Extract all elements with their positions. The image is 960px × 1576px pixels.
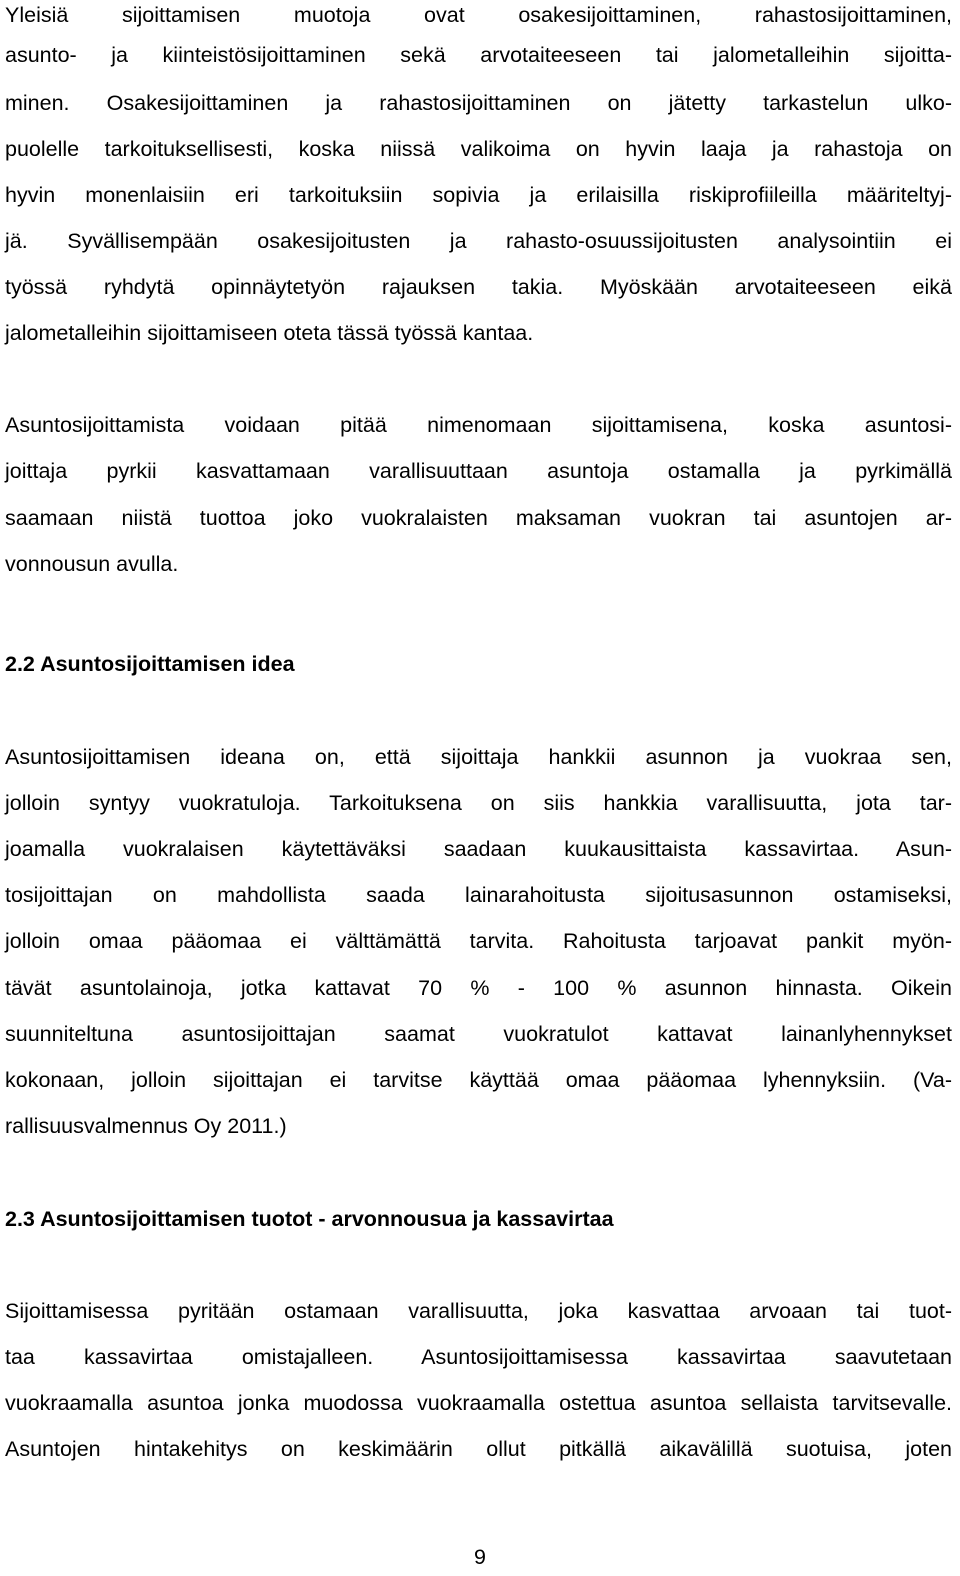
text-line: taa kassavirtaa omistajalleen. Asuntosijoittamisessa kassavirtaa saavutetaan [5, 1345, 952, 1369]
text-line: tosijoittajan on mahdollista saada lainarahoitusta sijoitusasunnon ostamiseksi, [5, 883, 952, 907]
text-line: vuokraamalla asuntoa jonka muodossa vuokraamalla ostettua asuntoa sellaista tarvitsevalle. [5, 1391, 952, 1415]
text-line: Asuntosijoittamista voidaan pitää nimenomaan sijoittamisena, koska asuntosi- [5, 413, 952, 437]
text-line: jalometalleihin sijoittamiseen oteta tässä työssä kantaa. [5, 321, 534, 345]
text-line: puolelle tarkoituksellisesti, koska niissä valikoima on hyvin laaja ja rahastoja on [5, 137, 952, 161]
text-line: suunniteltuna asuntosijoittajan saamat vuokratulot kattavat lainanlyhennykset [5, 1022, 952, 1046]
text-line: Asuntosijoittamisen ideana on, että sijoittaja hankkii asunnon ja vuokraa sen, [5, 745, 952, 769]
text-line: Asuntojen hintakehitys on keskimäärin ollut pitkällä aikavälillä suotuisa, joten [5, 1437, 952, 1461]
text-line: työssä ryhdytä opinnäytetyön rajauksen takia. Myöskään arvotaiteeseen eikä [5, 275, 952, 299]
section-number: 2.2 [5, 652, 35, 676]
text-line: minen. Osakesijoittaminen ja rahastosijoittaminen on jätetty tarkastelun ulko- [5, 91, 952, 115]
text-line: rallisuusvalmennus Oy 2011.) [5, 1114, 287, 1138]
text-line: saamaan niistä tuottoa joko vuokralaisten maksaman vuokran tai asuntojen ar- [5, 506, 952, 530]
text-line: jolloin omaa pääomaa ei välttämättä tarvita. Rahoitusta tarjoavat pankit myön- [5, 929, 952, 953]
text-line: Sijoittamisessa pyritään ostamaan varallisuutta, joka kasvattaa arvoaan tai tuot- [5, 1299, 952, 1323]
text-line: tävät asuntolainoja, jotka kattavat 70 % - 100 % asunnon hinnasta. Oikein [5, 976, 952, 1000]
text-line: joittaja pyrkii kasvattamaan varallisuuttaan asuntoja ostamalla ja pyrkimällä [5, 459, 952, 483]
section-heading [5, 649, 295, 679]
section-title: Asuntosijoittamisen tuotot - arvonnousua ja kassavirtaa [40, 1207, 614, 1231]
page-number: 9 [474, 1545, 486, 1569]
text-line: hyvin monenlaisiin eri tarkoituksiin sopivia ja erilaisilla riskiprofiileilla määriteltyj- [5, 183, 952, 207]
text-line: kokonaan, jolloin sijoittajan ei tarvitse käyttää omaa pääomaa lyhennyksiin. (Va- [5, 1068, 952, 1092]
section-title: Asuntosijoittamisen idea [40, 652, 295, 676]
text-line: asunto- ja kiinteistösijoittaminen sekä arvotaiteeseen tai jalometalleihin sijoitta- [5, 43, 952, 67]
section-heading [5, 1204, 614, 1234]
text-line: Yleisiä sijoittamisen muotoja ovat osakesijoittaminen, rahastosijoittaminen, [5, 3, 952, 27]
text-line: joamalla vuokralaisen käytettäväksi saadaan kuukausittaista kassavirtaa. Asun- [5, 837, 952, 861]
text-line: jä. Syvällisempään osakesijoitusten ja rahasto-osuussijoitusten analysointiin ei [5, 229, 952, 253]
section-number: 2.3 [5, 1207, 35, 1231]
text-line: jolloin syntyy vuokratuloja. Tarkoituksena on siis hankkia varallisuutta, jota tar- [5, 791, 952, 815]
text-line: vonnousun avulla. [5, 552, 179, 576]
